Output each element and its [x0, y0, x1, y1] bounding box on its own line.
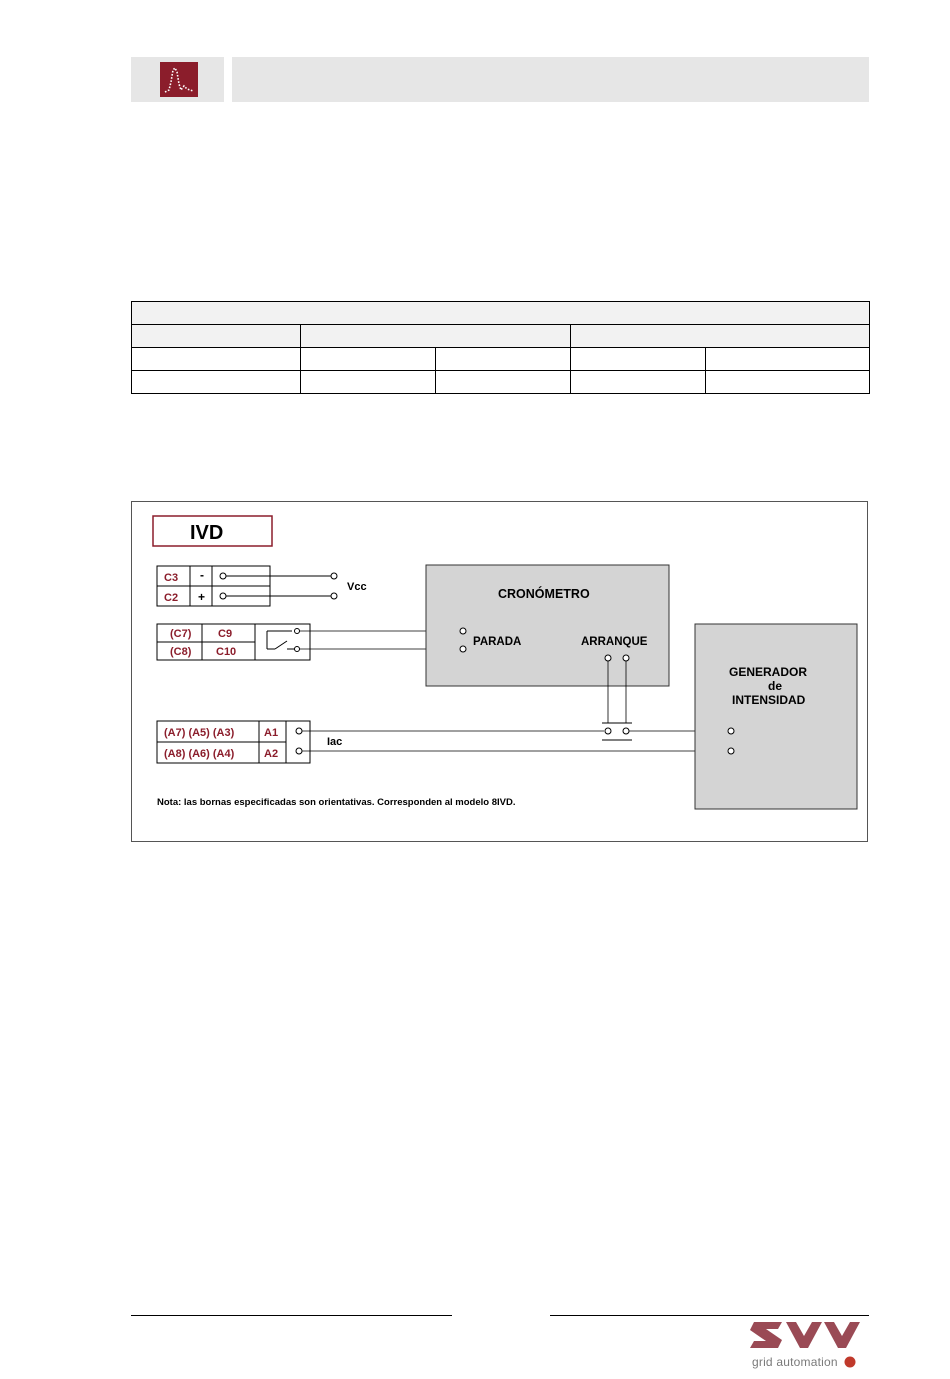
header-bar — [232, 57, 869, 102]
terminal-c8: (C8) — [170, 646, 192, 658]
header-logo-box — [131, 57, 224, 102]
terminal-a8-a6-a4: (A8) (A6) (A4) — [164, 748, 235, 760]
terminal-c2: C2 — [164, 592, 179, 604]
signal-wave-icon — [160, 62, 198, 97]
vcc-label: Vcc — [347, 581, 367, 593]
arranque-label: ARRANQUE — [581, 636, 648, 648]
diagram-title: IVD — [190, 522, 224, 544]
generator-line3: INTENSIDAD — [732, 693, 806, 707]
terminal-c10: C10 — [216, 646, 237, 658]
diagram-note: Nota: las bornas especificadas son orientativas. Corresponden al modelo 8IVD. — [157, 797, 516, 808]
polarity-minus: - — [200, 568, 204, 582]
table-header-row — [132, 325, 870, 348]
footer-rule-left — [131, 1315, 452, 1316]
supply-terminal-block — [157, 566, 270, 606]
terminal-c9: C9 — [218, 628, 233, 640]
terminal-c3: C3 — [164, 572, 179, 584]
terminal-c7: (C7) — [170, 628, 192, 640]
chronometer-box — [426, 565, 669, 686]
footer-rule-right — [550, 1315, 869, 1316]
terminal-a1: A1 — [264, 727, 279, 739]
footer-tagline: grid automation — [752, 1355, 838, 1369]
parada-label: PARADA — [473, 636, 522, 648]
iac-label: Iac — [327, 736, 343, 748]
table-row — [132, 371, 870, 394]
terminal-a7-a5-a3: (A7) (A5) (A3) — [164, 727, 235, 739]
diagram-title-box — [153, 516, 272, 546]
generator-line2: de — [768, 679, 783, 693]
terminal-a2: A2 — [264, 748, 279, 760]
generator-line1: GENERADOR — [729, 665, 808, 679]
table-row — [132, 348, 870, 371]
connection-diagram — [131, 501, 868, 842]
data-table — [131, 301, 870, 394]
current-terminal-block — [157, 721, 310, 763]
polarity-plus: + — [198, 590, 206, 604]
contact-terminal-block — [157, 624, 310, 660]
chronometer-title: CRONÓMETRO — [498, 587, 590, 601]
table-title-row — [132, 302, 870, 325]
current-generator-box — [695, 624, 857, 809]
start-switch — [602, 712, 632, 740]
